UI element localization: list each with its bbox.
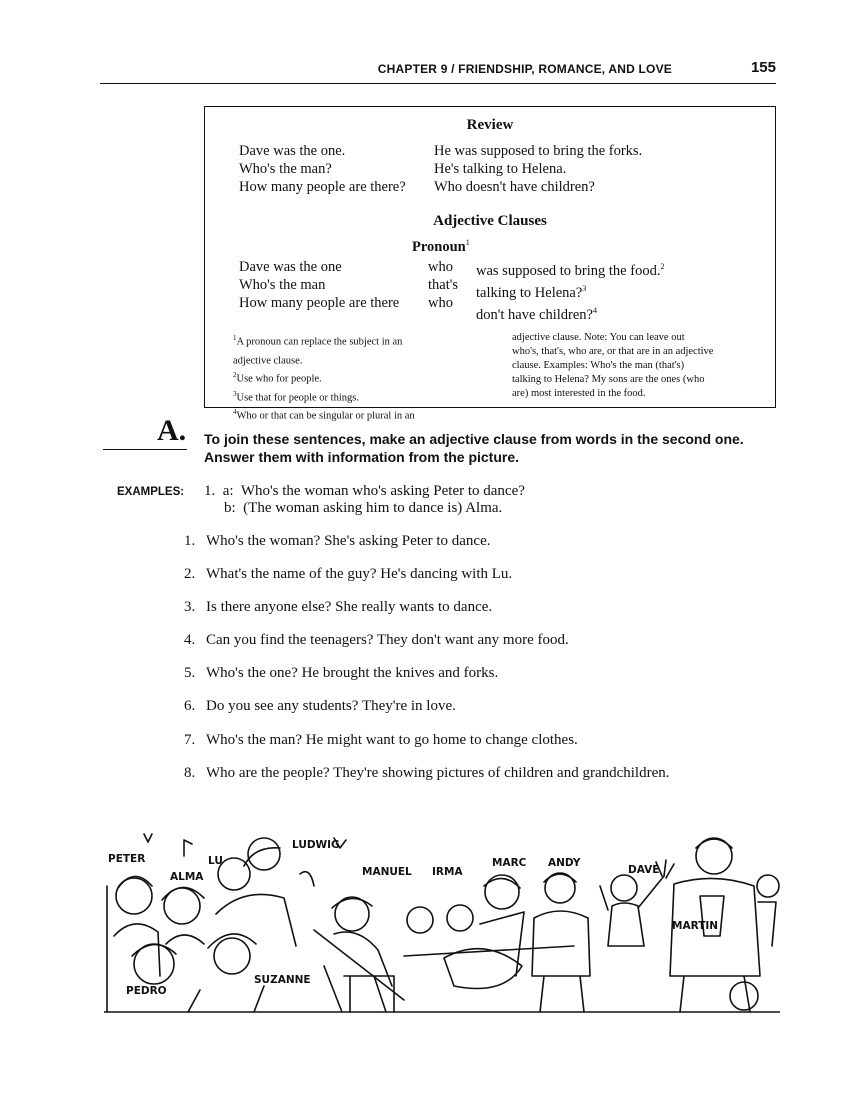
question-number: 5.: [184, 665, 196, 681]
footnote-continued: clause. Examples: Who's the man (that's): [512, 360, 685, 371]
footnote-text: Who or that can be singular or plural in an: [236, 410, 415, 422]
example-b-text: (The woman asking him to dance is) Alma.: [243, 500, 503, 516]
footnote-mark: 1: [465, 238, 470, 247]
question-item: [184, 698, 456, 715]
question-item: [184, 732, 578, 749]
examples-label: EXAMPLES:: [117, 486, 185, 498]
illustration-label: SUZANNE: [254, 974, 311, 986]
footnote-text: adjective clause.: [233, 355, 303, 366]
illustration-label: MARTIN: [672, 920, 719, 932]
question-text: Who's the man? He might want to go home to change clothes.: [206, 732, 578, 748]
review-box: [204, 106, 776, 422]
question-text: Who's the one? He brought the knives and forks.: [206, 665, 499, 681]
question-text: What's the name of the guy? He's dancing with Lu.: [206, 566, 513, 582]
review-right-line: He's talking to Helena.: [434, 161, 567, 177]
review-right-column: [434, 142, 642, 196]
footnote-mark: 4: [233, 408, 237, 416]
footnote: [233, 387, 473, 406]
section-letter: A.: [157, 414, 187, 447]
clause-column-3: [476, 258, 664, 323]
footnote: [233, 405, 473, 424]
clause-column-1: [239, 258, 399, 312]
question-number: 2.: [184, 566, 196, 582]
footnote-mark: 1: [233, 334, 237, 342]
footnote: [233, 350, 473, 369]
example-a-text: Who's the woman who's asking Peter to dance?: [240, 483, 525, 499]
illustration-label: ANDY: [548, 857, 581, 869]
illustration-label: IRMA: [432, 866, 463, 878]
question-item: [184, 566, 512, 583]
question-number: 3.: [184, 599, 196, 615]
illustration-label: ALMA: [170, 871, 204, 883]
clause-ending-text: don't have children?: [476, 306, 593, 323]
instruction-line: To join these sentences, make an adjective clause from words in the second one.: [204, 431, 744, 447]
illustration-label: MANUEL: [362, 866, 412, 878]
instruction-line: Answer them with information from the picture.: [204, 449, 520, 465]
question-text: Do you see any students? They're in love.: [206, 698, 456, 714]
footnotes-left: [233, 331, 473, 424]
question-number: 1.: [184, 533, 196, 549]
question-item: [184, 533, 491, 550]
clause-column-2: [428, 258, 458, 312]
footnote-text: Use that for people or things.: [236, 392, 359, 403]
clause-pronoun: who: [428, 259, 453, 275]
adjective-clauses-title: Adjective Clauses: [433, 213, 547, 229]
footnote-mark: 2: [233, 371, 237, 379]
review-right-line: Who doesn't have children?: [434, 179, 595, 195]
clause-ending: [476, 258, 664, 280]
question-item: [184, 665, 498, 682]
party-illustration: [104, 826, 780, 1016]
illustration-label: LU: [208, 855, 223, 867]
footnote-text: Use who for people.: [236, 373, 322, 385]
question-number: 7.: [184, 732, 196, 748]
clause-ending: [476, 280, 664, 302]
clause-line: How many people are there: [239, 295, 400, 311]
question-text: Who's the woman? She's asking Peter to dance.: [206, 533, 491, 549]
footnote-mark: 3: [233, 389, 237, 398]
question-text: Is there anyone else? She really wants to dance.: [206, 599, 493, 615]
question-number: 6.: [184, 698, 196, 714]
clause-line: Dave was the one: [239, 259, 342, 275]
clause-line: Who's the man: [239, 277, 326, 293]
clause-ending-text: talking to Helena?: [476, 284, 583, 301]
footnote: [233, 331, 473, 350]
question-number: 8.: [184, 765, 196, 781]
footnote-mark: 3: [582, 283, 587, 293]
clause-pronoun: that's: [428, 277, 458, 293]
footnote-continued: adjective clause. Note: You can leave out: [512, 332, 685, 343]
question-text: Can you find the teenagers? They don't want any more food.: [206, 632, 569, 648]
question-number: 4.: [184, 632, 196, 648]
clause-pronoun: who: [428, 295, 453, 311]
review-left-line: Dave was the one.: [239, 143, 346, 159]
illustration-label: LUDWIG: [292, 839, 340, 851]
pronoun-heading-text: Pronoun: [412, 238, 466, 255]
section-instructions: [204, 430, 784, 466]
footnote-text: A pronoun can replace the subject in an: [236, 336, 403, 348]
review-left-line: Who's the man?: [239, 161, 332, 177]
header-rule: [100, 83, 776, 84]
review-right-line: He was supposed to bring the forks.: [434, 143, 643, 159]
example-a-label: a:: [222, 483, 234, 499]
page-header: [100, 60, 776, 82]
footnote-continued: talking to Helena? My sons are the ones (who: [512, 374, 705, 385]
review-left-column: [239, 142, 406, 196]
illustration-label: PEDRO: [126, 985, 167, 997]
chapter-title: CHAPTER 9 / FRIENDSHIP, ROMANCE, AND LOVE: [377, 62, 672, 76]
example-b-label: b:: [224, 500, 236, 516]
illustration-label: DAVE: [628, 864, 660, 876]
review-left-line: How many people are there?: [239, 179, 406, 195]
illustration-label: MARC: [492, 857, 527, 869]
illustration-label: PETER: [108, 853, 146, 865]
pronoun-heading: [412, 238, 470, 256]
question-item: [184, 765, 670, 782]
question-item: [184, 599, 492, 616]
example-b: [224, 500, 502, 517]
question-item: [184, 632, 569, 649]
footnote-continued: are) most interested in the food.: [512, 388, 646, 399]
clause-ending: [476, 302, 664, 324]
footnotes-right: [512, 331, 757, 401]
footnote: [233, 368, 473, 387]
section-rule: [103, 449, 187, 450]
page-number: 155: [750, 59, 776, 76]
footnote-continued: who's, that's, who are, or that are in an adjective: [512, 346, 714, 357]
clause-ending-text: was supposed to bring the food.: [476, 262, 661, 279]
example-a: [204, 483, 525, 500]
example-number: 1.: [204, 483, 216, 499]
review-title: Review: [466, 117, 514, 133]
footnote-mark: 4: [592, 305, 597, 315]
footnote-mark: 2: [660, 262, 665, 271]
question-text: Who are the people? They're showing pictures of children and grandchildren.: [206, 765, 670, 781]
